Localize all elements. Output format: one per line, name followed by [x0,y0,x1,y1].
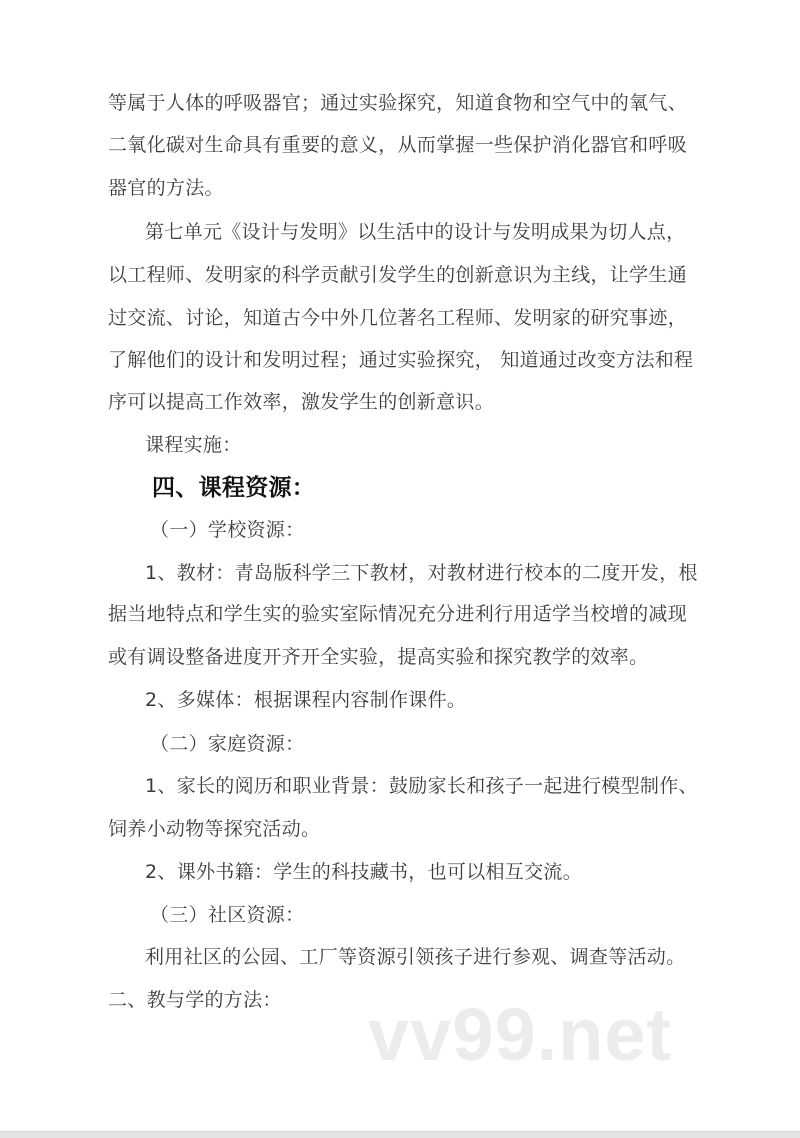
paragraph-line: 饲养小动物等探究活动。 [108,818,321,840]
section-heading: 四、课程资源： [152,475,316,501]
paragraph-line: 1、教材：青岛版科学三下教材，对教材进行校本的二度开发，根 [145,562,698,584]
subsection-heading: （一）学校资源： [150,519,305,541]
paragraph-line: 二氧化碳对生命具有重要的意义，从而掌握一些保护消化器官和呼吸 [108,134,688,156]
subsection-heading: （三）社区资源： [150,904,305,926]
paragraph-line: 器官的方法。 [108,177,224,199]
subsection-heading: （二）家庭资源： [150,733,305,755]
watermark: vv99.net [368,993,673,1076]
paragraph-line: 课程实施： [145,434,242,456]
paragraph-line: 2、课外书籍：学生的科技藏书，也可以相互交流。 [145,861,582,883]
paragraph-line: 等属于人体的呼吸器官；通过实验探究，知道食物和空气中的氧气、 [108,92,688,114]
paragraph-line: 利用社区的公园、工厂等资源引领孩子进行参观、调查等活动。 [145,946,686,968]
section-heading-line: 二、教与学的方法： [108,989,282,1011]
paragraph-line: 第七单元《设计与发明》以生活中的设计与发明成果为切人点， [145,221,686,243]
paragraph-line: 或有调设整备进度开齐开全实验，提高实验和探究教学的效率。 [108,646,649,668]
paragraph-line: 以工程师、发明家的科学贡献引发学生的创新意识为主线，让学生通 [108,264,688,286]
paragraph-line: 了解他们的设计和发明过程；通过实验探究， 知道通过改变方法和程 [108,349,694,371]
paragraph-line: 2、多媒体：根据课程内容制作课件。 [145,689,467,711]
paragraph-line: 过交流、讨论，知道古今中外几位著名工程师、发明家的研究事迹， [108,307,688,329]
paragraph-line: 据当地特点和学生实的验实室际情况充分进利行用适学当校增的减现 [108,603,688,625]
paragraph-line: 序可以提高工作效率，激发学生的创新意识。 [108,391,495,413]
paragraph-line: 1、家长的阅历和职业背景：鼓励家长和孩子一起进行模型制作、 [145,775,698,797]
